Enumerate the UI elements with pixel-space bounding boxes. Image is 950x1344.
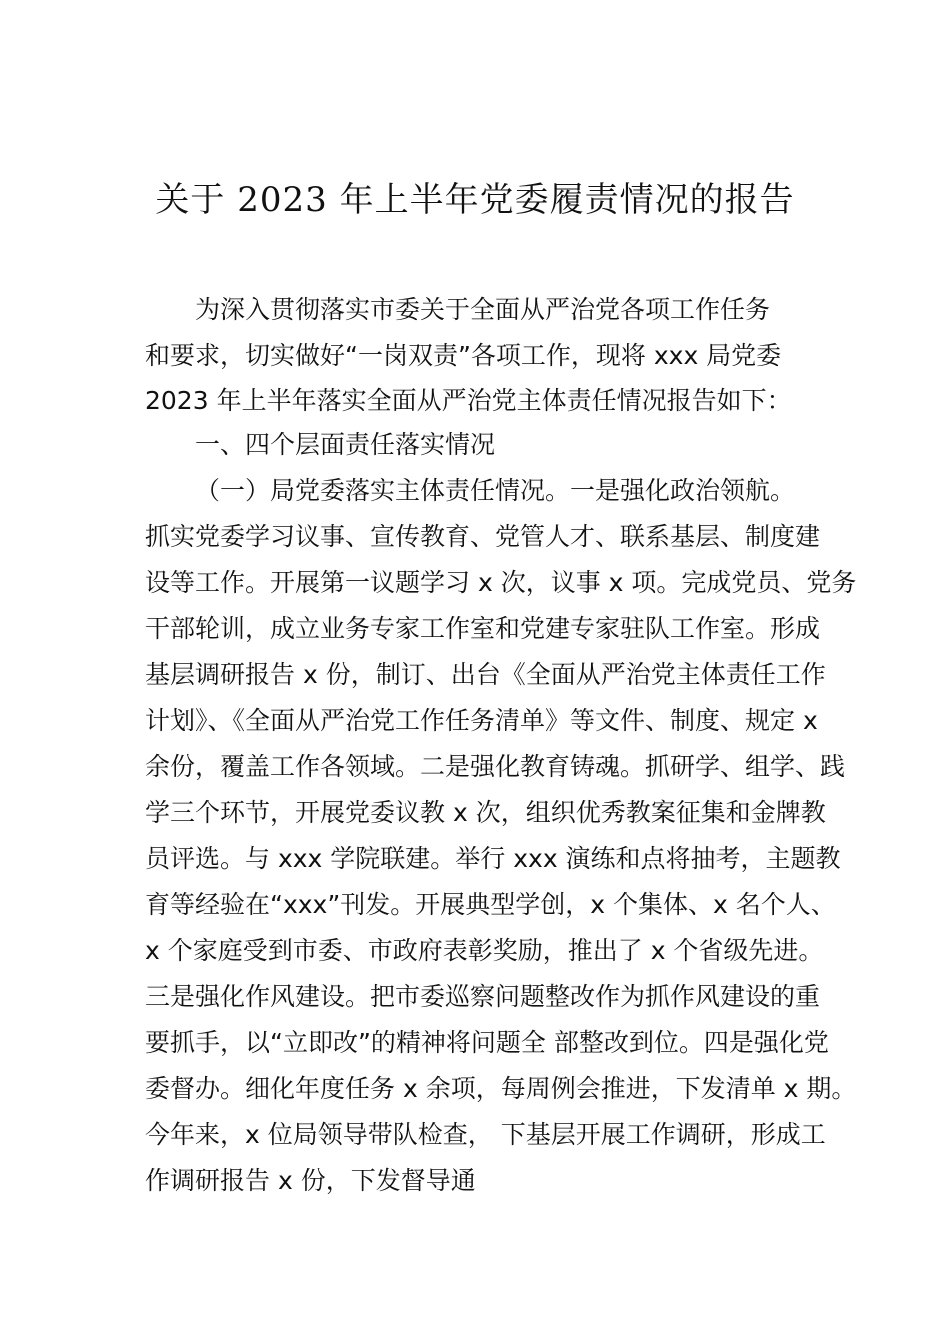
- paragraph-line: 三是强化作风建设。把市委巡察问题整改作为抓作风建设的重: [145, 982, 821, 1011]
- paragraph-line: x 个家庭受到市委、市政府表彰奖励，推出了 x 个省级先进。: [145, 936, 824, 965]
- paragraph-line: 干部轮训，成立业务专家工作室和党建专家驻队工作室。形成: [145, 614, 821, 643]
- paragraph-line: 作调研报告 x 份，下发督导通: [145, 1166, 476, 1195]
- paragraph-line: 员评选。与 xxx 学院联建。举行 xxx 演练和点将抽考，主题教: [145, 844, 841, 873]
- paragraph-line: 设等工作。开展第一议题学习 x 次，议事 x 项。完成党员、党务: [145, 568, 857, 597]
- paragraph-line: 委督办。细化年度任务 x 余项，每周例会推进，下发清单 x 期。: [145, 1074, 857, 1103]
- paragraph-line: 基层调研报告 x 份，制订、出台《全面从严治党主体责任工作: [145, 660, 826, 689]
- document-title: 关于 2023 年上半年党委履责情况的报告: [155, 180, 795, 220]
- paragraph-line: 学三个环节，开展党委议教 x 次，组织优秀教案征集和金牌教: [145, 798, 826, 827]
- paragraph-line: 计划》、《全面从严治党工作任务清单》等文件、制度、规定 x: [145, 706, 818, 735]
- paragraph-line: 育等经验在“xxx”刊发。开展典型学创，x 个集体、x 名个人、: [145, 890, 836, 919]
- paragraph-line: 要抓手，以“立即改”的精神将问题全 部整改到位。四是强化党: [145, 1028, 829, 1057]
- section-heading: 一、四个层面责任落实情况: [195, 430, 496, 459]
- paragraph-line: 抓实党委学习议事、宣传教育、党管人才、联系基层、制度建: [145, 522, 821, 551]
- paragraph-line: 为深入贯彻落实市委关于全面从严治党各项工作任务: [195, 295, 771, 324]
- paragraph-line: （一）局党委落实主体责任情况。一是强化政治领航。: [195, 476, 796, 505]
- paragraph-line: 2023 年上半年落实全面从严治党主体责任情况报告如下：: [145, 386, 792, 415]
- paragraph-line: 和要求，切实做好“一岗双责”各项工作，现将 xxx 局党委: [145, 341, 782, 370]
- paragraph-line: 余份，覆盖工作各领域。二是强化教育铸魂。抓研学、组学、践: [145, 752, 846, 781]
- paragraph-line: 今年来，x 位局领导带队检查， 下基层开展工作调研，形成工: [145, 1120, 826, 1149]
